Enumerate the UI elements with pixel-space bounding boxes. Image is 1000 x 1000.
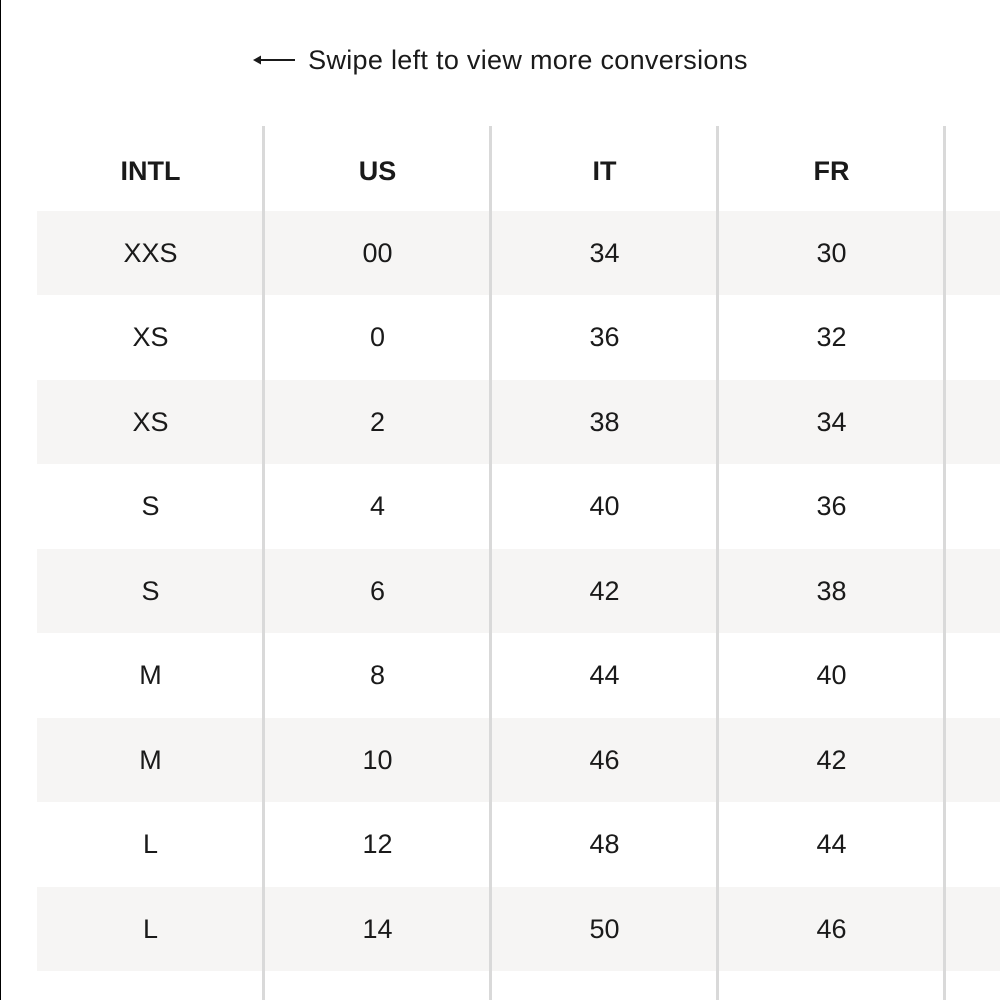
column-divider	[489, 126, 492, 1000]
column-divider	[262, 126, 265, 1000]
table-row	[37, 802, 1000, 887]
cell-fr: 46	[816, 913, 847, 944]
table-row	[37, 464, 1000, 549]
cell-it: 44	[589, 660, 620, 690]
cell-intl: L	[142, 913, 159, 944]
size-conversion-table[interactable]	[37, 126, 1000, 1000]
table-row	[37, 380, 1000, 464]
cell-us: 8	[369, 660, 386, 690]
column-divider	[716, 126, 719, 1000]
cell-intl: S	[141, 491, 160, 521]
cell-us: 4	[369, 491, 386, 521]
cell-fr: 32	[816, 322, 847, 352]
cell-it: 38	[589, 406, 620, 437]
cell-us: 12	[362, 829, 393, 859]
table-row	[37, 887, 1000, 971]
table-row	[37, 633, 1000, 718]
table-row	[37, 295, 1000, 380]
cell-fr: 44	[816, 829, 847, 859]
cell-it: 50	[589, 913, 620, 944]
cell-us: 0	[369, 322, 386, 352]
header-fr: FR	[813, 156, 850, 186]
cell-intl: M	[139, 660, 162, 690]
arrow-left-icon	[252, 53, 296, 67]
cell-intl: XXS	[123, 237, 178, 268]
cell-it: 34	[589, 237, 620, 268]
header-intl: INTL	[120, 156, 181, 186]
cell-it: 48	[589, 829, 620, 859]
header-it: IT	[592, 156, 617, 186]
swipe-hint	[0, 40, 1000, 80]
cell-intl: XS	[132, 406, 169, 437]
table-header-row	[37, 126, 1000, 211]
table-row	[37, 211, 1000, 295]
cell-us: 00	[362, 237, 393, 268]
cell-fr: 40	[816, 660, 847, 690]
cell-intl: XS	[132, 322, 169, 352]
cell-us: 6	[369, 575, 386, 606]
left-edge-border	[0, 0, 1, 1000]
header-us: US	[358, 156, 397, 186]
cell-fr: 42	[816, 744, 847, 775]
cell-us: 2	[369, 406, 386, 437]
cell-fr: 34	[816, 406, 847, 437]
cell-fr: 36	[816, 491, 847, 521]
cell-it: 46	[589, 744, 620, 775]
cell-intl: L	[142, 829, 159, 859]
cell-it: 36	[589, 322, 620, 352]
cell-fr: 30	[816, 237, 847, 268]
cell-us: 10	[362, 744, 393, 775]
swipe-hint-text: Swipe left to view more conversions	[308, 44, 748, 75]
cell-it: 42	[589, 575, 620, 606]
cell-it: 40	[589, 491, 620, 521]
cell-intl: S	[141, 575, 160, 606]
cell-intl: M	[139, 744, 162, 775]
cell-us: 14	[362, 913, 393, 944]
table-row	[37, 549, 1000, 633]
table-row	[37, 718, 1000, 802]
cell-fr: 38	[816, 575, 847, 606]
column-divider	[943, 126, 946, 1000]
